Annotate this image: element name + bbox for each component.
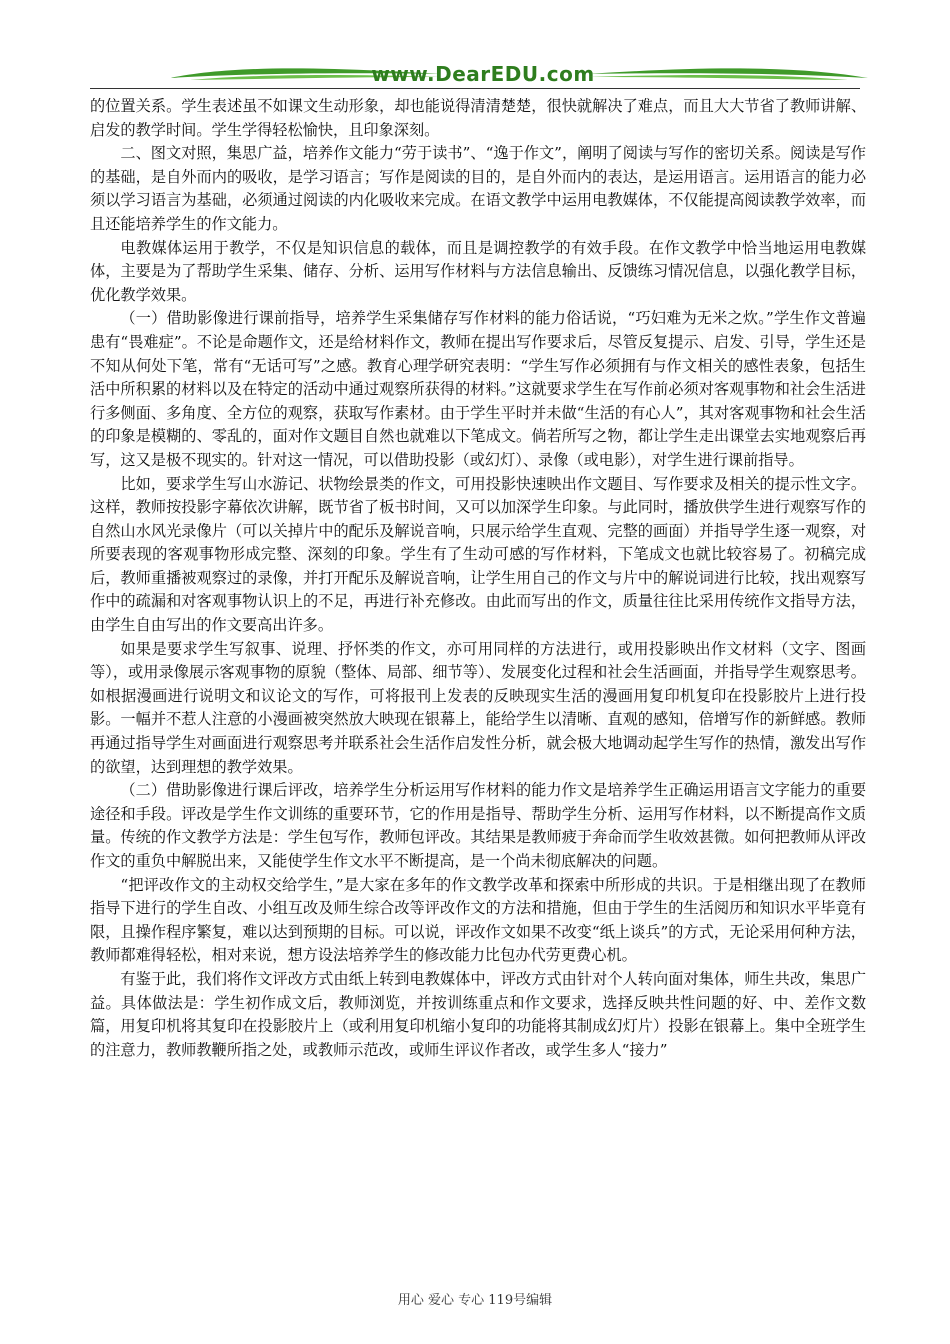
paragraph: “把评改作文的主动权交给学生，”是大家在多年的作文教学改革和探索中所形成的共识。于是相继出现了在教师指导下进行的学生自改、小组互改及师生综合改等评改作文的方法和措施，但由于学生的生活阅历和知识水平毕竟有限，且操作程序繁复，难以达到预期的目标。可以说，评改作文如果不改变“纸上谈兵”的方式，无论采用何种方法，教师都难得轻松，相对来说，想方设法培养学生的修改能力比包办代劳更费心机。 — [90, 875, 866, 965]
paragraph-continuation: 的位置关系。学生表述虽不如课文生动形象，却也能说得清清楚楚，很快就解决了难点，而且大大节省了教师讲解、启发的教学时间。学生学得轻松愉快，且印象深刻。 — [90, 97, 866, 139]
site-logo-text: www.DearEDU.com — [371, 62, 595, 86]
site-header — [90, 58, 860, 92]
right-swoosh-decoration — [588, 64, 868, 84]
paragraph: 如果是要求学生写叙事、说理、抒怀类的作文，亦可用同样的方法进行，或用投影映出作文材料（文字、图画等），或用录像展示客观事物的原貌（整体、局部、细节等）、发展变化过程和社会生活画面，并指导学生观察思考。如根据漫画进行说明文和议论文的写作，可将报刊上发表的反映现实生活的漫画用复印机复印在投影胶片上进行投影。一幅并不惹人注意的小漫画被突然放大映现在银幕上，能给学生以清晰、直观的感知，倍增写作的新鲜感。教师再通过指导学生对画面进行观察思考并联系社会生活作启发性分析，就会极大地调动起学生写作的热情，激发出写作的欲望，达到理想的教学效果。 — [90, 639, 866, 776]
paragraph: 电教媒体运用于教学，不仅是知识信息的载体，而且是调控教学的有效手段。在作文教学中恰当地运用电教媒体，主要是为了帮助学生采集、储存、分析、运用写作材料与方法信息输出、反馈练习情况信息，以强化教学目标，优化教学效果。 — [90, 238, 866, 304]
page-footer: 用心 爱心 专心 119号编辑 — [397, 1293, 553, 1308]
paragraph: 比如，要求学生写山水游记、状物绘景类的作文，可用投影快速映出作文题目、写作要求及相关的提示性文字。这样，教师按投影字幕依次讲解，既节省了板书时间，又可以加深学生印象。与此同时，播放供学生进行观察写作的自然山水风光录像片（可以关掉片中的配乐及解说音响，只展示给学生直观、完整的画面）并指导学生逐一观察，对所要表现的客观事物形成完整、深刻的印象。学生有了生动可感的写作材料，下笔成文也就比较容易了。初稿完成后，教师重播被观察过的录像，并打开配乐及解说音响，让学生用自己的作文与片中的解说词进行比较，找出观察写作中的疏漏和对客观事物认识上的不足，再进行补充修改。由此而写出的作文，质量往往比采用传统作文指导方法，由学生自由写出的作文要高出许多。 — [90, 474, 866, 635]
paragraph: （一）借助影像进行课前指导，培养学生采集储存写作材料的能力俗话说，“巧妇难为无米之炊。”学生作文普遍患有“畏难症”。不论是命题作文，还是给材料作文，教师在提出写作要求后，尽管反复提示、启发、引导，学生还是不知从何处下笔，常有“无话可写”之感。教育心理学研究表明：“学生写作必须拥有与作文相关的感性表象，包括生活中所积累的材料以及在特定的活动中通过观察所获得的材料。”这就要求学生在写作前必须对客观事物和社会生活进行多侧面、多角度、全方位的观察，获取写作素材。由于学生平时并未做“生活的有心人”，其对客观事物和社会生活的印象是模糊的、零乱的，面对作文题目自然也就难以下笔成文。倘若所写之物，都让学生走出课堂去实地观察后再写，这又是极不现实的。针对这一情况，可以借助投影（或幻灯）、录像（或电影），对学生进行课前指导。 — [90, 309, 866, 469]
header-divider — [90, 88, 860, 89]
document-body — [90, 95, 866, 1062]
paragraph: 有鉴于此，我们将作文评改方式由纸上转到电教媒体中，评改方式由针对个人转向面对集体，师生共改，集思广益。具体做法是：学生初作成文后，教师浏览，并按训练重点和作文要求，选择反映共性问题的好、中、差作文数篇，用复印机将其复印在投影胶片上（或利用复印机缩小复印的功能将其制成幻灯片）投影在银幕上。集中全班学生的注意力，教师教鞭所指之处，或教师示范改，或师生评议作者改，或学生多人“接力” — [90, 969, 866, 1059]
paragraph: 二、图文对照，集思广益，培养作文能力“劳于读书”、“逸于作文”，阐明了阅读与写作的密切关系。阅读是写作的基础，是自外而内的吸收，是学习语言；写作是阅读的目的，是自外而内的表达，是运用语言。运用语言的能力必须以学习语言为基础，必须通过阅读的内化吸收来完成。在语文教学中运用电教媒体，不仅能提高阅读教学效率，而且还能培养学生的作文能力。 — [90, 144, 866, 233]
paragraph: （二）借助影像进行课后评改，培养学生分析运用写作材料的能力作文是培养学生正确运用语言文字能力的重要途径和手段。评改是学生作文训练的重要环节，它的作用是指导、帮助学生分析、运用写作材料，以不断提高作文质量。传统的作文教学方法是：学生包写作，教师包评改。其结果是教师疲于奔命而学生收效甚微。如何把教师从评改作文的重负中解脱出来，又能使学生作文水平不断提高，是一个尚未彻底解决的问题。 — [90, 781, 866, 870]
